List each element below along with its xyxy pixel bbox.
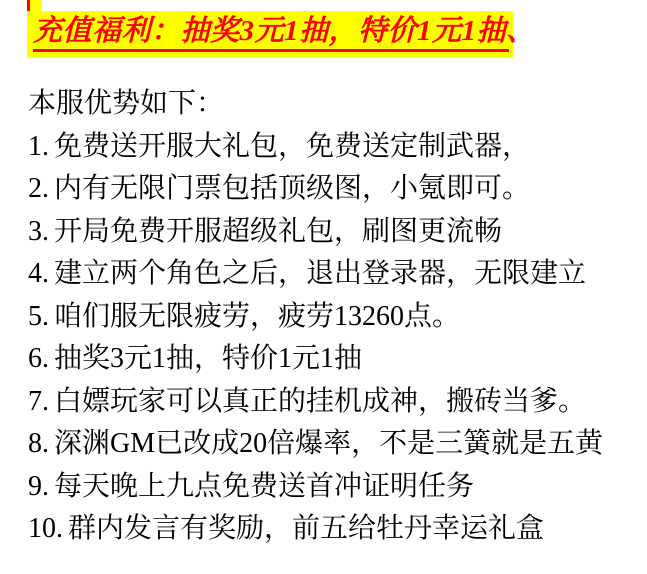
- advantage-item: [28, 338, 643, 381]
- advantage-item: [28, 126, 643, 169]
- item-text: 每天晚上九点免费送首冲证明任务: [54, 470, 475, 502]
- item-number: 4.: [28, 258, 49, 289]
- item-number: 10.: [28, 513, 63, 544]
- item-number: 6.: [28, 343, 49, 374]
- item-text: 免费送开服大礼包，免费送定制武器，: [54, 130, 531, 162]
- item-text: 建立两个角色之后，退出登录器，无限建立: [54, 258, 587, 289]
- item-text: 抽奖3元1抽，特价1元1抽: [54, 343, 363, 374]
- advantage-item: [28, 423, 643, 466]
- item-text: 开局免费开服超级礼包，刷图更流畅: [54, 215, 503, 247]
- advantage-item: [28, 211, 643, 254]
- item-text: 内有无限门票包括顶级图，小氪即可。: [54, 173, 531, 204]
- item-text: 深渊GM已改成20倍爆率，不是三簧就是五黄: [54, 428, 604, 459]
- advantages-heading: 本服优势如下：: [28, 88, 225, 119]
- advantage-item: [28, 508, 643, 551]
- advantage-item: [28, 381, 643, 424]
- item-number: 5.: [28, 300, 49, 332]
- advantages-list: [28, 83, 643, 551]
- advantage-item: [28, 168, 643, 211]
- advantage-item: [28, 296, 643, 339]
- item-number: 2.: [28, 173, 49, 204]
- item-number: 9.: [28, 470, 49, 502]
- item-number: 1.: [28, 130, 49, 162]
- promo-banner: [27, 11, 536, 58]
- promo-banner-text: 充值福利：抽奖3元1抽，特价1元1抽、: [33, 13, 509, 52]
- advantage-item: [28, 253, 643, 296]
- item-number: 3.: [28, 215, 49, 247]
- item-text: 群内发言有奖励，前五给牡丹幸运礼盒: [68, 513, 545, 544]
- item-text: 白嫖玩家可以真正的挂机成神，搬砖当爹。: [54, 385, 587, 417]
- item-number: 8.: [28, 428, 49, 459]
- item-number: 7.: [28, 385, 49, 417]
- advantage-item: [28, 466, 643, 509]
- item-text: 咱们服无限疲劳，疲劳13260点。: [54, 300, 461, 332]
